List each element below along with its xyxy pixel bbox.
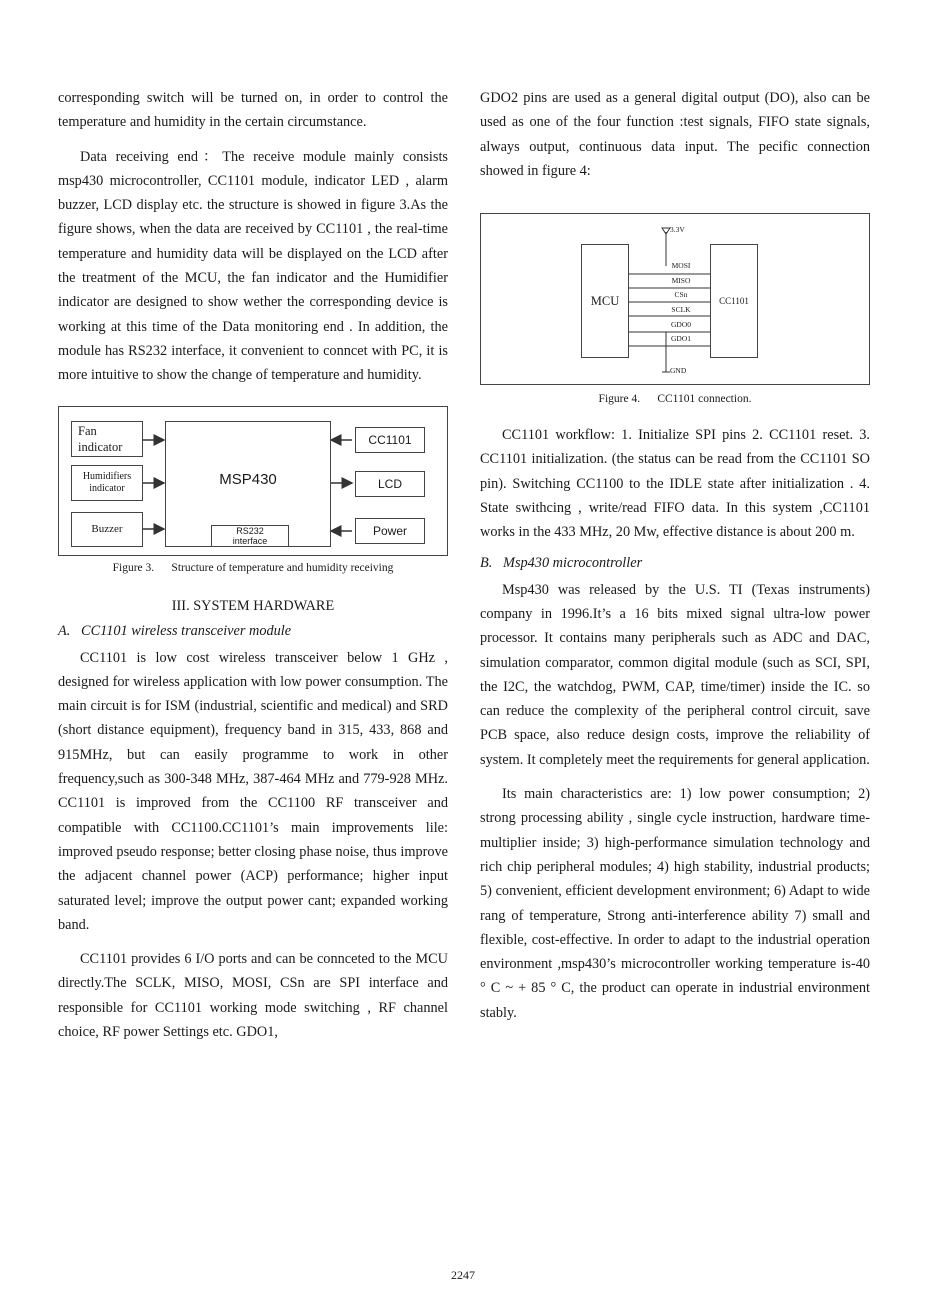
humidifiers-indicator-label: Humidifiers indicator xyxy=(82,470,132,494)
vcc-symbol xyxy=(662,228,670,234)
pin-label-gdo1: GDO1 xyxy=(671,334,691,344)
figure-3-caption-number: Figure 3. xyxy=(112,561,155,574)
mcu-label: MCU xyxy=(590,293,620,308)
subsection-a-heading: A. CC1101 wireless transceiver module xyxy=(58,622,292,639)
paragraph-continued: corresponding switch will be turned on, in order to control the temperature and humidity in the certain circumstance. xyxy=(58,90,448,131)
right-column xyxy=(480,86,870,1035)
cc1101-block xyxy=(355,427,425,453)
figure-4-caption-number: Figure 4. xyxy=(598,393,641,406)
power-label: Power xyxy=(372,523,407,538)
paragraph-cc1101-io: CC1101 provides 6 I/O ports and can be connceted to the MCU directly.The SCLK, MISO, MOSI, CSn are SPI interface and responsible for CC1101 working mode switching , RF channel choice, RF power Settings etc. GDO1, xyxy=(58,951,448,1041)
figure-4-caption xyxy=(480,393,870,405)
paragraph-data-receiving: Data receiving end：The receive module mainly consists msp430 microcontroller, CC1101 module, indicator LED , alarm buzzer, LCD display etc. the structure is showed in figure 3.As the figure shows, when the data are received by CC1101 , the real-time temperature and humidity data will be displayed on the LCD after the treatment of the MCU, the fan indicator and the Humidifier indicator are designed to show wether the corresponding device is working at this time of the Data monitoring end . In addition, the module has RS232 interface, it convenient to conncet with PC, it is more intuitive to show the change of temperature and humidity. xyxy=(58,148,448,384)
fan-indicator-block xyxy=(71,421,143,457)
msp430-label: MSP430 xyxy=(219,471,277,489)
cc1101-label: CC1101 xyxy=(368,432,412,447)
figure-3-caption-text: Structure of temperature and humidity receiving xyxy=(171,561,394,574)
figure-3-caption xyxy=(58,562,448,574)
cc1101-chip-label: CC1101 xyxy=(719,296,749,307)
vcc-label: 3.3V xyxy=(670,225,685,235)
humidifiers-indicator-block xyxy=(71,465,143,501)
paragraph-cc1101-intro: CC1101 is low cost wireless transceiver below 1 GHz , designed for wireless application with low power consumption. The main circuit is for ISM (industrial, scientific and medical) and SRD (short distance equipment), frequency band in 315, 433, 868 and 915MHz, but can easily programme to work in other frequency,such as 300-348 MHz, 387-464 MHz and 779-928 MHz. CC1101 is improved from the CC1100 RF transceiver and compatible with CC1100.CC1101’s main improvements lile: improved pseudo response; better closing phase noise, thus improve the adjacent channel power (ACP) performance; higher input saturated level; improve the output power cant; expanded working band. xyxy=(58,649,448,933)
cc1101-chip-block xyxy=(710,244,758,358)
buzzer-label: Buzzer xyxy=(91,523,123,536)
figure-4-wires xyxy=(481,214,869,384)
paragraph-msp430-features: Its main characteristics are: 1) low power consumption; 2) strong processing ability , single cycle instruction, hardware time-multiplier inside; 3) high-performance simulation technology and rich chip peripheral modules; 4) high stability, industrial products; 5) convenient, efficient development environment; 6) Adapt to wide rang of temperature, Strong anti-interference ability 7) small and flexible, cost-effective. In order to adapt to the industrial operation environment ,msp430’s microcontroller working temperature is-40 ° C ~ + 85 ° C, the product can operate in industrial environment stably. xyxy=(480,786,870,1021)
lcd-label: LCD xyxy=(377,476,402,491)
pin-label-csn: CSn xyxy=(674,290,688,300)
rs232-label: RS232 interface xyxy=(232,525,268,546)
figure-4-diagram xyxy=(480,213,870,385)
figure-3-diagram xyxy=(58,406,448,556)
figure-3 xyxy=(58,406,448,574)
page-number: 2247 xyxy=(451,1268,475,1282)
figure-4 xyxy=(480,213,870,405)
figure-4-caption-text: CC1101 connection. xyxy=(657,393,752,406)
section-heading: III. SYSTEM HARDWARE xyxy=(171,597,335,614)
pin-label-sclk: SCLK xyxy=(671,305,691,315)
fan-indicator-label: Fan indicator xyxy=(78,423,123,454)
subsection-b-heading: B. Msp430 microcontroller xyxy=(480,554,643,571)
pin-label-miso: MISO xyxy=(671,276,691,286)
pin-label-gdo0: GDO0 xyxy=(671,320,691,330)
mcu-block xyxy=(581,244,629,358)
paragraph-msp430-intro: Msp430 was released by the U.S. TI (Texas instruments) company in 1996.It’s a 16 bits mixed signal ultra-low power processor. It contains many peripherals such as ADC and DAC, simulation comparator, common digital module (such as SCI, SPI, the I2C, the watchdog, PWM, CAP, time/timer) inside the IC. so can reduce the complexity of the peripheral control circuit, save PCB space, also reduce design costs, improve the reliability of system. It completely meet the requirements for general application. xyxy=(480,581,870,768)
lcd-block xyxy=(355,471,425,497)
paragraph-workflow: CC1101 workflow: 1. Initialize SPI pins 2. CC1101 reset. 3. CC1101 initialization. (the status can be read from the CC1101 SO pin). Switching CC1100 to the IDLE state after initialization . 4. State swithcing , write/read FIFO data. In this system ,CC1101 works in the 433 MHz, 20 Mw, effective distance is about 200 m. xyxy=(480,427,870,541)
left-column xyxy=(58,86,448,1054)
paragraph-gdo2: GDO2 pins are used as a general digital output (DO), also can be used as one of the four function :test signals, FIFO state signals, always output, continuous data input. The pecific connection showed in figure 4: xyxy=(480,90,870,179)
pin-label-mosi: MOSI xyxy=(671,261,691,271)
power-block xyxy=(355,518,425,544)
rs232-block xyxy=(211,525,289,547)
gnd-label: GND xyxy=(670,366,687,376)
buzzer-block xyxy=(71,512,143,547)
